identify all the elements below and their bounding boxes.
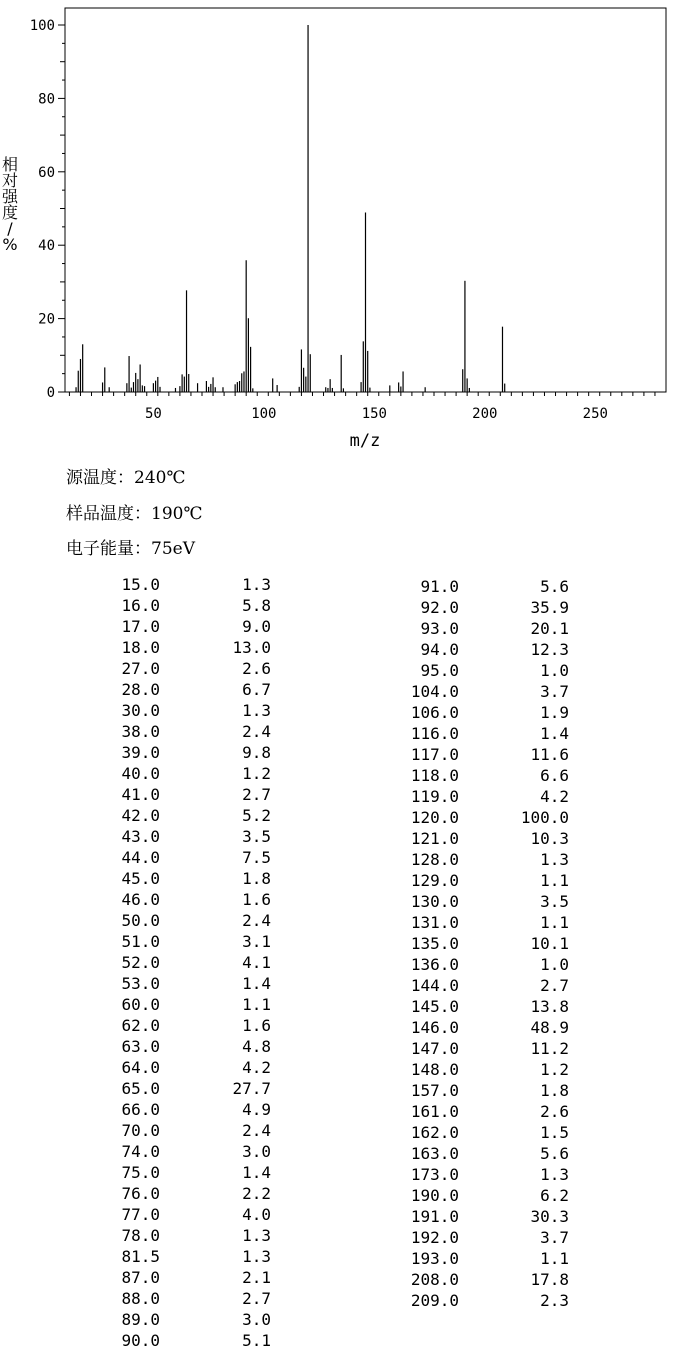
y-tick-label: 60 [38, 164, 55, 181]
peak-abundance: 1.3 [242, 1226, 271, 1245]
peak-abundance: 6.7 [242, 680, 271, 699]
peak-abundance: 2.7 [242, 785, 271, 804]
peak-mz: 131.0 [410, 913, 459, 932]
peak-abundance: 17.8 [530, 1270, 569, 1289]
peak-abundance: 1.1 [242, 995, 271, 1014]
peak-mz: 38.0 [121, 722, 160, 741]
peak-mz: 42.0 [121, 806, 160, 825]
peak-abundance: 9.0 [242, 617, 271, 636]
peak-mz: 104.0 [410, 682, 459, 701]
peak-abundance: 2.6 [242, 659, 271, 678]
peak-abundance: 27.7 [232, 1079, 271, 1098]
peak-mz: 51.0 [121, 932, 160, 951]
peak-mz: 146.0 [410, 1018, 459, 1037]
peak-abundance: 3.0 [242, 1310, 271, 1329]
peak-mz: 64.0 [121, 1058, 160, 1077]
peak-abundance: 4.2 [242, 1058, 271, 1077]
peak-abundance: 5.6 [540, 1144, 569, 1163]
peak-mz: 129.0 [410, 871, 459, 890]
peak-mz: 157.0 [410, 1081, 459, 1100]
x-axis-label: m/z [349, 431, 381, 451]
peak-abundance: 3.7 [540, 682, 569, 701]
peak-mz: 135.0 [410, 934, 459, 953]
peak-mz: 136.0 [410, 955, 459, 974]
peak-mz: 130.0 [410, 892, 459, 911]
peak-mz: 45.0 [121, 869, 160, 888]
peak-abundance: 1.4 [540, 724, 569, 743]
peak-abundance: 2.4 [242, 911, 271, 930]
peak-abundance: 2.3 [540, 1291, 569, 1310]
peak-abundance: 1.3 [540, 1165, 569, 1184]
peak-abundance: 3.0 [242, 1142, 271, 1161]
peak-mz: 53.0 [121, 974, 160, 993]
peak-mz: 88.0 [121, 1289, 160, 1308]
x-tick-label: 200 [472, 406, 498, 422]
peak-mz: 91.0 [420, 577, 459, 596]
peak-abundance: 1.0 [540, 955, 569, 974]
peak-mz: 66.0 [121, 1100, 160, 1119]
peak-abundance: 3.5 [242, 827, 271, 846]
peak-mz: 87.0 [121, 1268, 160, 1287]
peak-mz: 94.0 [420, 640, 459, 659]
peak-mz: 89.0 [121, 1310, 160, 1329]
peak-abundance: 5.8 [242, 596, 271, 615]
y-axis-label: 相对强度/ % [1, 155, 19, 254]
peak-abundance: 1.9 [540, 703, 569, 722]
x-tick-label: 250 [582, 406, 608, 422]
peak-abundance: 2.2 [242, 1184, 271, 1203]
peak-abundance: 4.9 [242, 1100, 271, 1119]
peak-abundance: 1.1 [540, 871, 569, 890]
source-temperature: 源温度：240℃ [66, 468, 186, 488]
peak-abundance: 1.8 [540, 1081, 569, 1100]
peak-mz: 106.0 [410, 703, 459, 722]
peak-mz: 145.0 [410, 997, 459, 1016]
peak-mz: 50.0 [121, 911, 160, 930]
peak-abundance: 13.0 [232, 638, 271, 657]
peak-abundance: 1.4 [242, 1163, 271, 1182]
peak-mz: 16.0 [121, 596, 160, 615]
peak-mz: 121.0 [410, 829, 459, 848]
peak-mz: 46.0 [121, 890, 160, 909]
y-tick-label: 80 [38, 91, 55, 108]
peak-mz: 191.0 [410, 1207, 459, 1226]
sample-temperature: 样品温度：190℃ [66, 504, 203, 524]
peak-mz: 39.0 [121, 743, 160, 762]
peak-abundance: 5.2 [242, 806, 271, 825]
peak-abundance: 10.1 [530, 934, 569, 953]
peak-mz: 148.0 [410, 1060, 459, 1079]
peak-abundance: 35.9 [530, 598, 569, 617]
peak-mz: 209.0 [410, 1291, 459, 1310]
peak-mz: 193.0 [410, 1249, 459, 1268]
peak-mz: 161.0 [410, 1102, 459, 1121]
peak-abundance: 2.1 [242, 1268, 271, 1287]
y-tick-label: 100 [29, 18, 55, 34]
peak-mz: 17.0 [121, 617, 160, 636]
peak-mz: 81.5 [121, 1247, 160, 1266]
peak-abundance: 3.7 [540, 1228, 569, 1247]
peak-mz: 77.0 [121, 1205, 160, 1224]
peak-abundance: 1.2 [242, 764, 271, 783]
peak-abundance: 2.4 [242, 1121, 271, 1140]
peak-abundance: 1.3 [242, 1247, 271, 1266]
peak-mz: 90.0 [121, 1331, 160, 1350]
peak-abundance: 1.6 [242, 1016, 271, 1035]
peak-mz: 144.0 [410, 976, 459, 995]
peak-mz: 120.0 [410, 808, 459, 827]
peak-abundance: 4.2 [540, 787, 569, 806]
peak-mz: 208.0 [410, 1270, 459, 1289]
peak-mz: 119.0 [410, 787, 459, 806]
peak-abundance: 2.7 [540, 976, 569, 995]
peak-abundance: 5.1 [242, 1331, 271, 1350]
peak-mz: 163.0 [410, 1144, 459, 1163]
peak-abundance: 3.1 [242, 932, 271, 951]
peak-abundance: 1.8 [242, 869, 271, 888]
peak-abundance: 5.6 [540, 577, 569, 596]
peak-abundance: 1.4 [242, 974, 271, 993]
peak-abundance: 1.2 [540, 1060, 569, 1079]
peak-abundance: 4.0 [242, 1205, 271, 1224]
peak-mz: 92.0 [420, 598, 459, 617]
peak-mz: 190.0 [410, 1186, 459, 1205]
peak-abundance: 100.0 [520, 808, 569, 827]
peak-mz: 40.0 [121, 764, 160, 783]
peak-abundance: 11.2 [530, 1039, 569, 1058]
peak-abundance: 4.8 [242, 1037, 271, 1056]
peak-mz: 18.0 [121, 638, 160, 657]
peak-mz: 93.0 [420, 619, 459, 638]
peak-abundance: 11.6 [530, 745, 569, 764]
peak-mz: 117.0 [410, 745, 459, 764]
peak-abundance: 10.3 [530, 829, 569, 848]
peak-abundance: 30.3 [530, 1207, 569, 1226]
peak-mz: 41.0 [121, 785, 160, 804]
peak-abundance: 2.7 [242, 1289, 271, 1308]
peak-abundance: 9.8 [242, 743, 271, 762]
peak-mz: 30.0 [121, 701, 160, 720]
peak-abundance: 1.1 [540, 913, 569, 932]
peak-abundance: 3.5 [540, 892, 569, 911]
peak-mz: 192.0 [410, 1228, 459, 1247]
electron-energy: 电子能量：75eV [66, 539, 195, 559]
peak-abundance: 4.1 [242, 953, 271, 972]
x-tick-label: 100 [251, 406, 277, 422]
peak-abundance: 1.3 [242, 575, 271, 594]
peak-mz: 44.0 [121, 848, 160, 867]
peak-mz: 75.0 [121, 1163, 160, 1182]
peak-mz: 52.0 [121, 953, 160, 972]
peak-mz: 15.0 [121, 575, 160, 594]
peak-mz: 173.0 [410, 1165, 459, 1184]
peak-mz: 128.0 [410, 850, 459, 869]
peak-abundance: 2.6 [540, 1102, 569, 1121]
peak-mz: 95.0 [420, 661, 459, 680]
peak-mz: 60.0 [121, 995, 160, 1014]
peak-mz: 27.0 [121, 659, 160, 678]
peak-abundance: 6.6 [540, 766, 569, 785]
peak-abundance: 6.2 [540, 1186, 569, 1205]
peak-abundance: 7.5 [242, 848, 271, 867]
peak-abundance: 13.8 [530, 997, 569, 1016]
peak-mz: 43.0 [121, 827, 160, 846]
peak-mz: 70.0 [121, 1121, 160, 1140]
peak-mz: 74.0 [121, 1142, 160, 1161]
peak-abundance: 1.3 [540, 850, 569, 869]
peak-mz: 162.0 [410, 1123, 459, 1142]
y-tick-label: 20 [38, 311, 55, 328]
peak-mz: 76.0 [121, 1184, 160, 1203]
x-tick-label: 150 [361, 406, 387, 422]
y-tick-label: 0 [46, 385, 55, 401]
peak-abundance: 1.6 [242, 890, 271, 909]
peak-abundance: 2.4 [242, 722, 271, 741]
peak-mz: 63.0 [121, 1037, 160, 1056]
x-tick-label: 50 [144, 406, 162, 422]
peak-mz: 116.0 [410, 724, 459, 743]
peak-abundance: 1.3 [242, 701, 271, 720]
peak-abundance: 1.5 [540, 1123, 569, 1142]
peak-abundance: 48.9 [530, 1018, 569, 1037]
peak-mz: 78.0 [121, 1226, 160, 1245]
peak-mz: 62.0 [121, 1016, 160, 1035]
peak-mz: 65.0 [121, 1079, 160, 1098]
peak-abundance: 1.0 [540, 661, 569, 680]
peak-mz: 147.0 [410, 1039, 459, 1058]
peak-abundance: 1.1 [540, 1249, 569, 1268]
peak-abundance: 20.1 [530, 619, 569, 638]
peak-mz: 118.0 [410, 766, 459, 785]
y-tick-label: 40 [38, 238, 55, 255]
peak-mz: 28.0 [121, 680, 160, 699]
peak-abundance: 12.3 [530, 640, 569, 659]
